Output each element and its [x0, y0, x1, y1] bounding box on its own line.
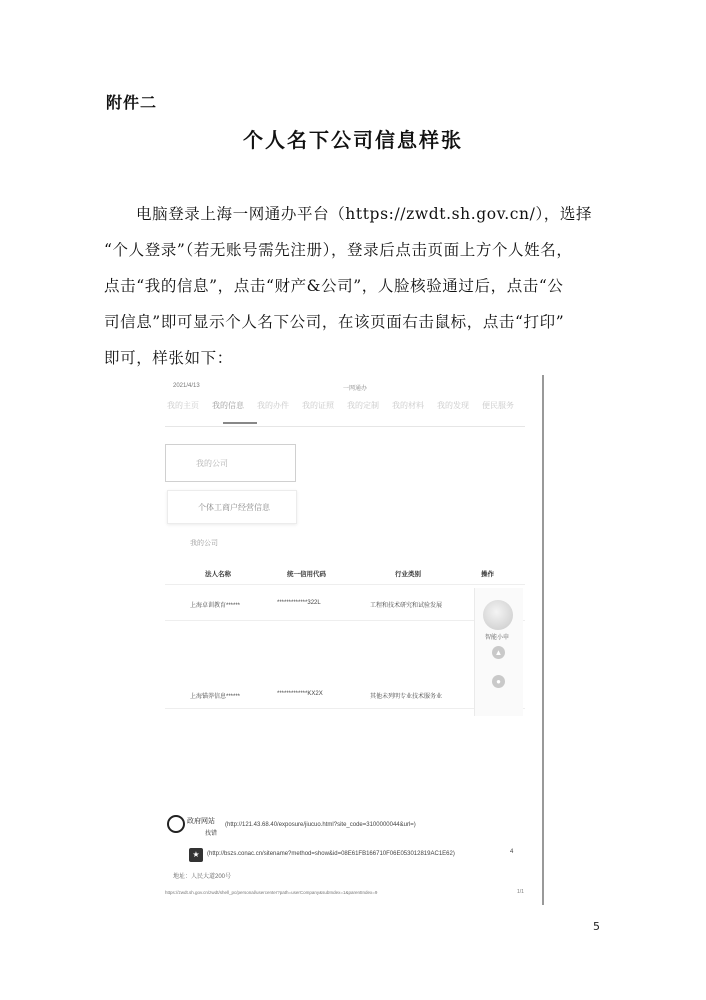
individual-business-card-label: 个体工商户经营信息	[198, 502, 270, 512]
table-divider	[165, 584, 525, 585]
col-header-action: 操作	[481, 571, 494, 578]
table-cell-industry: 工程和技术研究和试验发展	[370, 603, 443, 609]
conac-link[interactable]: (http://bszs.conac.cn/sitename?method=show&id=08E61FB166710F06E053012819AC1E62)	[207, 851, 455, 857]
table-divider	[165, 620, 525, 621]
nav-divider	[165, 426, 525, 427]
para-line: “个人登录”（若无账号需先注册），登录后点击页面上方个人姓名，	[104, 241, 573, 259]
nav-item-my-licenses[interactable]: 我的证照	[302, 401, 334, 410]
error-report-link[interactable]: (http://121.43.68.40/exposure/jiucuo.html?site_code=3100000044&url=)	[225, 822, 416, 828]
para-line: 电脑登录上海一网通办平台（https://zwdt.sh.gov.cn/），选择	[136, 205, 593, 223]
assistant-robot-icon[interactable]	[483, 600, 513, 630]
nav-active-indicator	[223, 422, 257, 424]
party-badge-icon: ★	[189, 848, 203, 862]
table-cell-industry: 其他未列明专业技术服务业	[370, 694, 443, 700]
bell-icon[interactable]: ●	[492, 675, 505, 688]
my-company-card[interactable]	[165, 444, 296, 482]
print-url-footer: https://zwdt.sh.gov.cn/zwdt/shell_pc/personal/usercenter?path=userCompany&subIndex=1&parentIndex=9	[165, 890, 378, 895]
instruction-paragraph	[104, 196, 604, 376]
shield-icon[interactable]: ▲	[492, 646, 505, 659]
top-nav	[167, 400, 514, 411]
nav-item-my-subscriptions[interactable]: 我的定制	[347, 401, 379, 410]
gov-site-title: 政府网站	[187, 818, 215, 825]
print-site-name: 一网通办	[343, 386, 368, 392]
scan-edge-divider	[542, 375, 544, 905]
col-header-legal-name: 法人名称	[205, 571, 231, 578]
table-cell-name: 上海锚莽信息******	[190, 694, 241, 700]
address-text: 地址：人民大道200号	[173, 874, 232, 880]
nav-item-services[interactable]: 便民服务	[482, 401, 514, 410]
magnifier-logo-icon	[167, 815, 185, 833]
section-label: 我的公司	[190, 540, 218, 547]
my-company-card-label: 我的公司	[196, 458, 228, 468]
attachment-label: 附件二	[106, 93, 158, 112]
table-cell-name: 上海卓训教育******	[190, 603, 241, 609]
nav-item-my-cases[interactable]: 我的办件	[257, 401, 289, 410]
individual-business-card[interactable]	[167, 490, 297, 524]
col-header-credit-code: 统一信用代码	[287, 571, 326, 578]
nav-item-my-info[interactable]: 我的信息	[212, 401, 244, 410]
print-page-count: 1/1	[517, 889, 524, 895]
para-line: 点击“我的信息”，点击“财产&公司”，人脸核验通过后，点击“公	[104, 277, 564, 295]
table-cell-code: *************322L	[277, 600, 321, 606]
para-line: 司信息”即可显示个人名下公司，在该页面右击鼠标，点击“打印”	[104, 313, 565, 331]
page-number: 5	[593, 920, 600, 933]
nav-item-home[interactable]: 我的主页	[167, 401, 199, 410]
nav-item-my-materials[interactable]: 我的材料	[392, 401, 424, 410]
gov-site-subtitle: 找错	[205, 831, 218, 837]
print-date: 2021/4/13	[173, 383, 200, 389]
table-divider	[165, 708, 525, 709]
link-suffix: 4	[510, 849, 514, 855]
col-header-industry: 行业类别	[395, 571, 421, 578]
table-cell-code: *************KX2X	[277, 691, 323, 697]
assistant-label: 智能小申	[485, 635, 510, 641]
page-title: 个人名下公司信息样张	[243, 128, 463, 152]
nav-item-my-discoveries[interactable]: 我的发现	[437, 401, 469, 410]
para-line: 即可，样张如下：	[104, 349, 233, 367]
sample-screenshot	[165, 378, 530, 903]
